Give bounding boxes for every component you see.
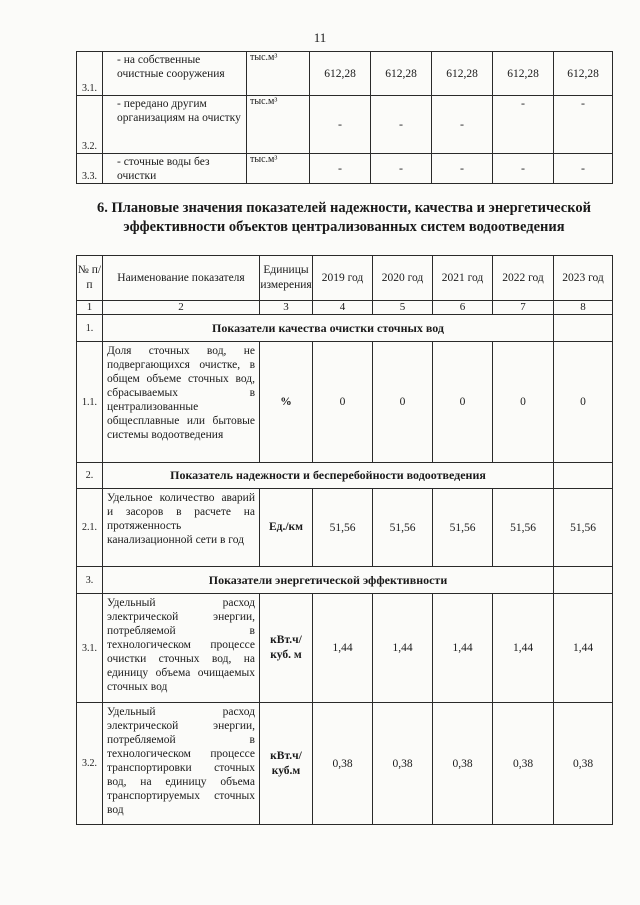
column-index: 8 (554, 301, 613, 315)
row-number: 3.3. (77, 154, 103, 184)
indicators-table (76, 255, 613, 825)
column-index: 2 (103, 301, 260, 315)
row-number: 3.2. (77, 96, 103, 154)
unit: тыс.м³ (247, 52, 310, 96)
value-cell: 0,38 (313, 703, 373, 825)
value-cell: 51,56 (433, 489, 493, 567)
table-row (77, 594, 613, 703)
value-cell: - (310, 154, 371, 184)
value-cell: 51,56 (493, 489, 554, 567)
indicator-name: - сточные воды без очистки (103, 154, 247, 184)
section-heading: 6. Плановые значения показателей надежности, качества и энергетической эффективности объектов централизованных систем водоотведения (97, 200, 591, 235)
table-row (77, 703, 613, 825)
row-number: 2.1. (77, 489, 103, 567)
value-cell: - (493, 154, 554, 184)
indicator-name: Удельный расход электрической энергии, потребляемой в технологическом процессе очистки сточных вод, на единицу объема очищаемых сточных вод (103, 594, 260, 703)
section-title: Показатели качества очистки сточных вод (103, 315, 554, 342)
value-cell: - (554, 96, 613, 154)
value-cell: 1,44 (493, 594, 554, 703)
unit: кВт.ч/куб. м (260, 594, 313, 703)
value-cell: 1,44 (433, 594, 493, 703)
header-year: 2019 год (313, 256, 373, 301)
row-number: 3.1. (77, 52, 103, 96)
value-cell: 612,28 (371, 52, 432, 96)
value-cell: 0 (373, 342, 433, 463)
column-index: 5 (373, 301, 433, 315)
value-cell: - (310, 96, 371, 154)
header-row (77, 256, 613, 301)
value-cell: 0 (554, 342, 613, 463)
indicator-name: Доля сточных вод, не подвергающихся очистке, в общем объеме сточных вод, сбрасываемых в централизованные общесплавные или бытовые системы водоотведения (103, 342, 260, 463)
row-number: 1.1. (77, 342, 103, 463)
value-cell: 0,38 (433, 703, 493, 825)
indicator-name: - передано другим организациям на очистку (103, 96, 247, 154)
value-cell: 1,44 (313, 594, 373, 703)
value-cell: 0,38 (554, 703, 613, 825)
unit: Ед./км (260, 489, 313, 567)
value-cell: 51,56 (313, 489, 373, 567)
value-cell: - (493, 96, 554, 154)
value-cell: 51,56 (554, 489, 613, 567)
section-row (77, 567, 613, 594)
section-number: 3. (77, 567, 103, 594)
row-number: 3.1. (77, 594, 103, 703)
header-year: 2022 год (493, 256, 554, 301)
header-name: Наименование показателя (103, 256, 260, 301)
section-title: Показатель надежности и бесперебойности водоотведения (103, 463, 554, 489)
column-index: 7 (493, 301, 554, 315)
column-index: 3 (260, 301, 313, 315)
column-index: 6 (433, 301, 493, 315)
section-row (77, 463, 613, 489)
row-number: 3.2. (77, 703, 103, 825)
header-num: № п/п (77, 256, 103, 301)
value-cell: 51,56 (373, 489, 433, 567)
section-title: Показатели энергетической эффективности (103, 567, 554, 594)
table-row (77, 342, 613, 463)
value-cell: 612,28 (493, 52, 554, 96)
header-unit: Единицы измерения (260, 256, 313, 301)
page-number: 11 (313, 30, 327, 45)
column-index: 1 (77, 301, 103, 315)
value-cell: 1,44 (373, 594, 433, 703)
section-number: 1. (77, 315, 103, 342)
value-cell: 0,38 (493, 703, 554, 825)
value-cell: 0 (433, 342, 493, 463)
unit: кВт.ч/куб.м (260, 703, 313, 825)
unit: тыс.м³ (247, 96, 310, 154)
table-row (77, 489, 613, 567)
header-year: 2020 год (373, 256, 433, 301)
continuation-table (76, 51, 613, 184)
value-cell: - (432, 154, 493, 184)
section-row (77, 315, 613, 342)
indicator-name: - на собственные очистные сооружения (103, 52, 247, 96)
header-year: 2021 год (433, 256, 493, 301)
value-cell: - (432, 96, 493, 154)
value-cell: 0 (313, 342, 373, 463)
column-index: 4 (313, 301, 373, 315)
table-row (77, 154, 613, 184)
value-cell: - (554, 154, 613, 184)
value-cell: - (371, 154, 432, 184)
unit: тыс.м³ (247, 154, 310, 184)
indicator-name: Удельный расход электрической энергии, потребляемой в технологическом процессе транспортировки сточных вод, на единицу объема транспортируемых сточных вод (103, 703, 260, 825)
value-cell: 612,28 (310, 52, 371, 96)
value-cell: 1,44 (554, 594, 613, 703)
value-cell: 0 (493, 342, 554, 463)
section-number: 2. (77, 463, 103, 489)
value-cell: - (371, 96, 432, 154)
value-cell: 612,28 (554, 52, 613, 96)
header-year: 2023 год (554, 256, 613, 301)
unit: % (260, 342, 313, 463)
table-row (77, 52, 613, 96)
value-cell: 0,38 (373, 703, 433, 825)
column-index-row (77, 301, 613, 315)
value-cell: 612,28 (432, 52, 493, 96)
indicator-name: Удельное количество аварий и засоров в расчете на протяженность канализационной сети в год (103, 489, 260, 567)
table-row (77, 96, 613, 154)
